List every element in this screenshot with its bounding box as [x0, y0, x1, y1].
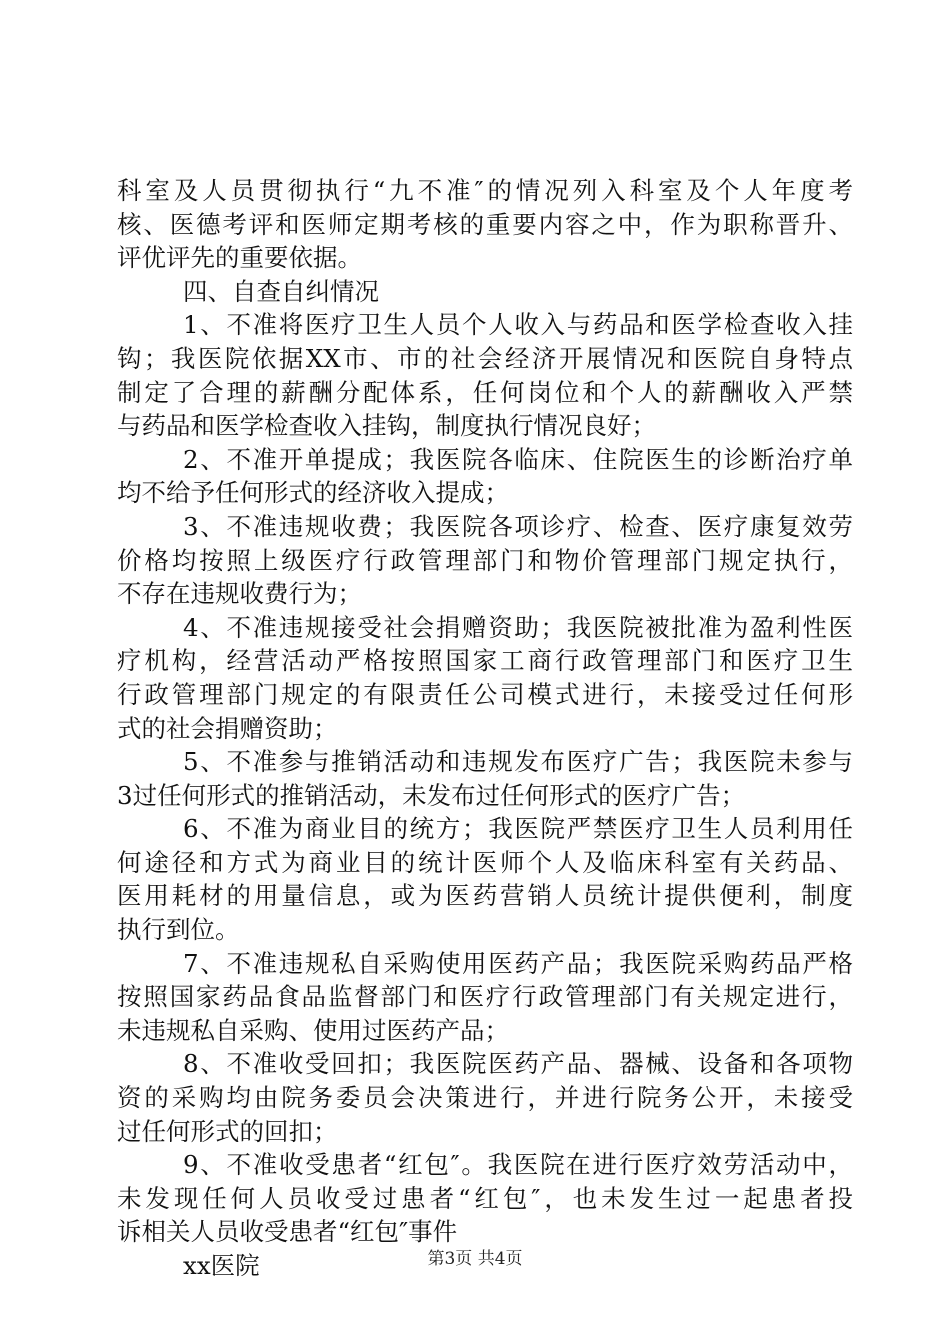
- document-line: 核、医德考评和医师定期考核的重要内容之中，作为职称晋升、: [117, 209, 853, 239]
- document-line: 8、不准收受回扣；我医院医药产品、器械、设备和各项物: [183, 1049, 853, 1079]
- document-line: 5、不准参与推销活动和违规发布医疗广告；我医院未参与: [183, 747, 853, 777]
- document-line: 科室及人员贯彻执行“九不准″的情况列入科室及个人年度考: [117, 176, 853, 205]
- document-line: 执行到位。: [117, 915, 240, 945]
- document-line: 与药品和医学检查收入挂钩，制度执行情况良好；: [117, 411, 656, 441]
- document-line: 价格均按照上级医疗行政管理部门和物价管理部门规定执行，: [117, 545, 853, 575]
- document-line: 3过任何形式的推销活动，未发布过任何形式的医疗广告；: [117, 780, 746, 810]
- document-line: 行政管理部门规定的有限责任公司模式进行，未接受过任何形: [117, 679, 853, 709]
- document-line: 6、不准为商业目的统方；我医院严禁医疗卫生人员利用任: [183, 814, 853, 844]
- document-line: 过任何形式的回扣；: [117, 1116, 338, 1146]
- document-line: 7、不准违规私自采购使用医药产品；我医院采购药品严格: [183, 948, 853, 978]
- document-line: 钩；我医院依据XX市、市的社会经济开展情况和医院自身特点: [117, 343, 853, 373]
- document-line: 均不给予任何形式的经济收入提成；: [117, 478, 509, 508]
- document-line: 式的社会捐赠资助；: [117, 713, 338, 743]
- document-line: 2、不准开单提成；我医院各临床、住院医生的诊断治疗单: [183, 444, 853, 474]
- document-line: 诉相关人员收受患者“红包″事件: [117, 1217, 458, 1247]
- page-number-footer: 第3页 共4页: [427, 1249, 523, 1269]
- document-line: 何途径和方式为商业目的统计医师个人及临床科室有关药品、: [117, 847, 853, 877]
- document-line: 未发现任何人员收受过患者“红包″，也未发生过一起患者投: [117, 1183, 853, 1213]
- document-line: 1、不准将医疗卫生人员个人收入与药品和医学检查收入挂: [183, 310, 853, 340]
- document-body: [117, 174, 853, 1283]
- document-line: 制定了合理的薪酬分配体系，任何岗位和个人的薪酬收入严禁: [117, 377, 853, 407]
- document-line: 3、不准违规收费；我医院各项诊疗、检查、医疗康复效劳: [183, 511, 853, 541]
- document-line: 不存在违规收费行为；: [117, 579, 362, 609]
- document-line: 未违规私自采购、使用过医药产品；: [117, 1015, 509, 1045]
- document-line: 评优评先的重要依据。: [117, 243, 362, 273]
- document-line: 按照国家药品食品监督部门和医疗行政管理部门有关规定进行，: [117, 982, 853, 1012]
- document-line: 4、不准违规接受社会捐赠资助；我医院被批准为盈利性医: [183, 612, 853, 642]
- document-line: 9、不准收受患者“红包″。我医院在进行医疗效劳活动中，: [183, 1150, 853, 1180]
- document-line: 资的采购均由院务委员会决策进行，并进行院务公开，未接受: [117, 1083, 853, 1113]
- document-line: 医用耗材的用量信息，或为医药营销人员统计提供便利，制度: [117, 881, 853, 911]
- document-line: xx医院: [183, 1251, 260, 1280]
- document-line: 疗机构，经营活动严格按照国家工商行政管理部门和医疗卫生: [117, 646, 853, 676]
- document-line: 四、自查自纠情况: [183, 276, 379, 306]
